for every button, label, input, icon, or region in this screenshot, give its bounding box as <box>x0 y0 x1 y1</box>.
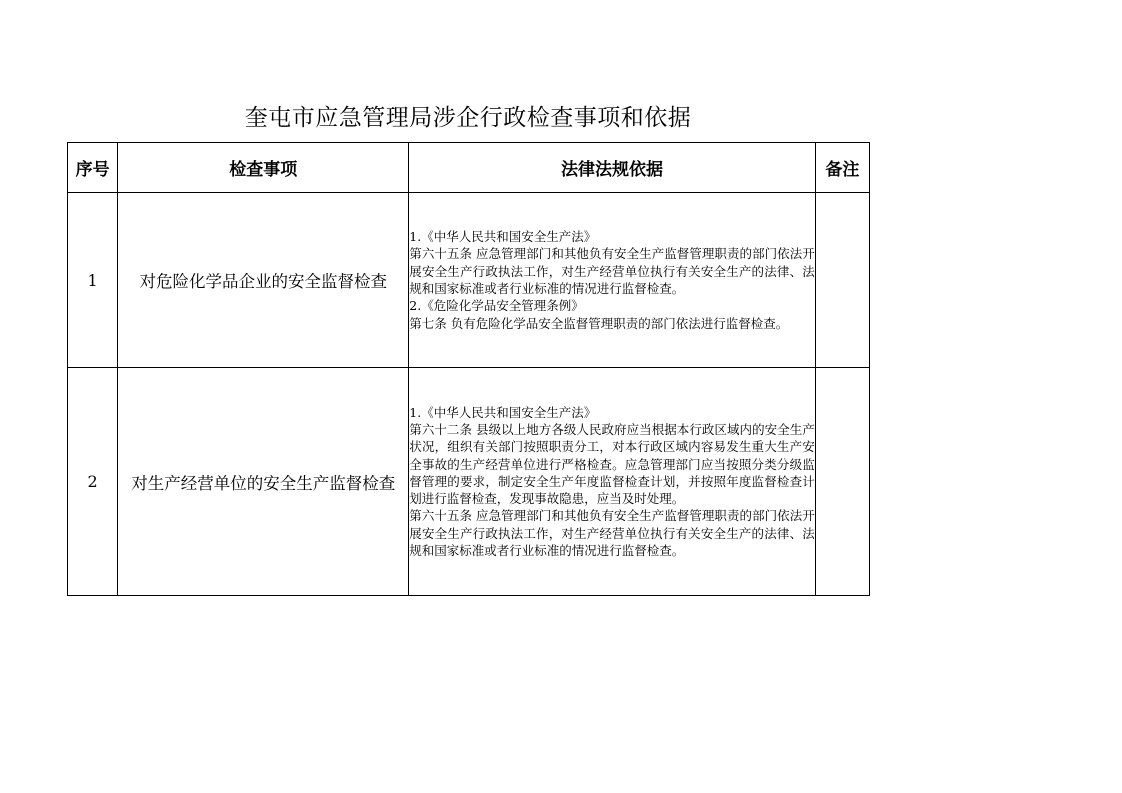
basis-line: 2.《危险化学品安全管理条例》 <box>409 298 584 314</box>
header-note: 备注 <box>815 143 869 193</box>
header-seq: 序号 <box>68 143 118 193</box>
table-header-row <box>68 143 870 193</box>
header-basis: 法律法规依据 <box>409 143 816 193</box>
row-basis <box>409 368 816 596</box>
basis-line: 第六十五条 应急管理部门和其他负有安全生产监督管理职责的部门依法开展安全生产行政执法工作，对生产经营单位执行有关安全生产的法律、法规和国家标准或者行业标准的情况进行监督检查。 <box>409 508 815 559</box>
basis-line: 第六十二条 县级以上地方各级人民政府应当根据本行政区域内的安全生产状况，组织有关部门按照职责分工，对本行政区域内容易发生重大生产安全事故的生产经营单位进行严格检查。应急管理部门应当按照分类分级监督管理的要求，制定安全生产年度监督检查计划，并按照年度监督检查计划进行监督检查，发现事故隐患，应当及时处理。 <box>409 421 815 507</box>
header-item: 检查事项 <box>118 143 409 193</box>
row-item: 对危险化学品企业的安全监督检查 <box>118 193 409 368</box>
basis-line: 第六十五条 应急管理部门和其他负有安全生产监督管理职责的部门依法开展安全生产行政执法工作，对生产经营单位执行有关安全生产的法律、法规和国家标准或者行业标准的情况进行监督检查。 <box>409 246 815 296</box>
table-row <box>68 368 870 596</box>
row-note <box>815 368 869 596</box>
basis-line: 1.《中华人民共和国安全生产法》 <box>409 404 597 420</box>
inspection-table <box>67 142 870 596</box>
basis-line: 1.《中华人民共和国安全生产法》 <box>409 229 597 245</box>
row-seq: 2 <box>68 368 118 596</box>
row-seq: 1 <box>68 193 118 368</box>
page-title: 奎屯市应急管理局涉企行政检查事项和依据 <box>244 105 692 131</box>
row-note <box>815 193 869 368</box>
row-item: 对生产经营单位的安全生产监督检查 <box>118 368 409 596</box>
row-basis <box>409 193 816 368</box>
table-row <box>68 193 870 368</box>
basis-line: 第七条 负有危险化学品安全监督管理职责的部门依法进行监督检查。 <box>409 315 789 331</box>
